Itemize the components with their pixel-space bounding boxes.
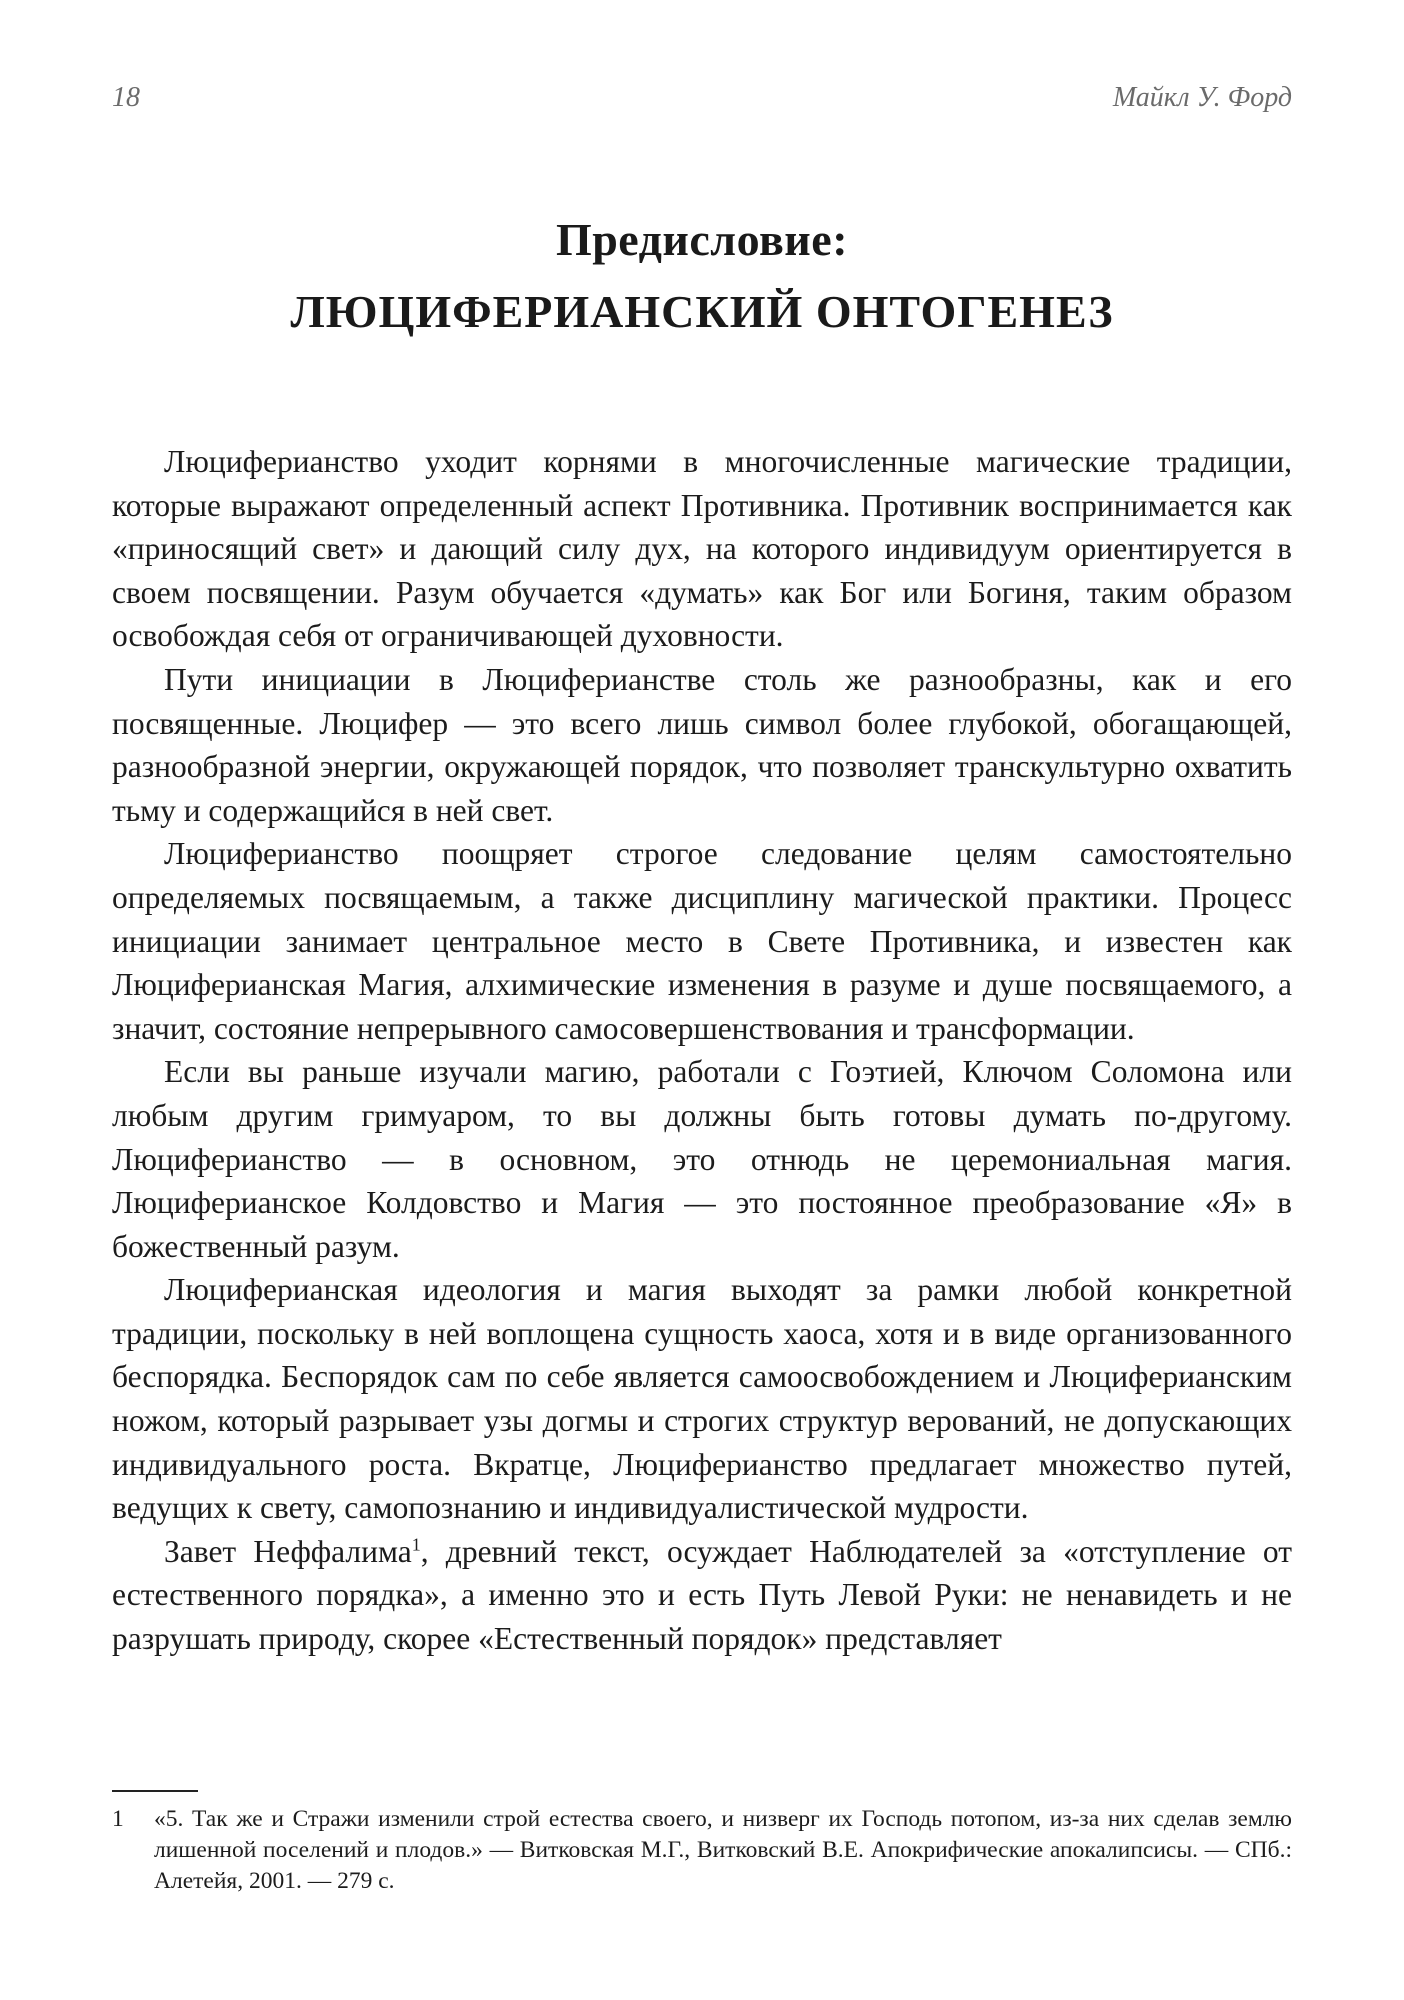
running-header-author: Майкл У. Форд: [1112, 82, 1292, 113]
paragraph-text: Завет Неффалима: [164, 1533, 412, 1569]
paragraph: Люциферианство поощряет строгое следование целям самостоятельно определяемых посвящаемым, а также дисциплину магической практики. Процесс инициации занимает центральное место в Свете Противника, и известен как Люциферианская Магия, алхимические изменения в разуме и душе посвящаемого, а значит, состояние непрерывного самосовершенствования и трансформации.: [112, 836, 1292, 1046]
paragraph-last: [112, 1530, 1292, 1661]
footnote-divider: [112, 1790, 198, 1792]
paragraph-text: , древний текст, осуждает Наблюдателей за «отступление от естественного порядка», а именно это и есть Путь Левой Руки: не ненавидеть и не разрушать природу, скорее «Естественный порядок» представляет: [112, 1533, 1292, 1657]
chapter-title-line-2: ЛЮЦИФЕРИАНСКИЙ ОНТОГЕНЕЗ: [290, 286, 1114, 337]
paragraph: Люциферианство уходит корнями в многочисленные магические традиции, которые выражают определенный аспект Противника. Противник воспринимается как «приносящий свет» и дающий силу дух, на которого индивидуум ориентируется в своем посвящении. Разум обучается «думать» как Бог или Богиня, таким образом освобождая себя от ограничивающей духовности.: [112, 444, 1292, 654]
footnote-text: «5. Так же и Стражи изменили строй естества своего, и низверг их Господь потопом, из-за них сделав землю лишенной поселений и плодов.» — Витковская М.Г., Витковский В.Е. Апокрифические апокалипсисы. — СПб.: Алетейя, 2001. — 279 с.: [154, 1806, 1292, 1894]
body-text: [112, 440, 1292, 1661]
paragraph: Пути инициации в Люциферианстве столь же разнообразны, как и его посвященные. Люцифер — это всего лишь символ более глубокой, обогащающей, разнообразной энергии, окружающей порядок, что позволяет транскультурно охватить тьму и содержащийся в ней свет.: [112, 661, 1292, 828]
page-number: 18: [112, 82, 140, 113]
footnote-marker[interactable]: 1: [411, 1534, 421, 1555]
footnote: [112, 1804, 1292, 1897]
footnote-number: 1: [112, 1806, 124, 1832]
chapter-title: [112, 210, 1292, 342]
paragraph: Если вы раньше изучали магию, работали с Гоэтией, Ключом Соломона или любым другим гримуаром, то вы должны быть готовы думать по-другому. Люциферианство — в основном, это отнюдь не церемониальная магия. Люциферианское Колдовство и Магия — это постоянное преобразование «Я» в божественный разум.: [112, 1054, 1292, 1264]
running-header: [112, 82, 1292, 122]
chapter-title-line-1: Предисловие:: [555, 214, 849, 265]
paragraph: Люциферианская идеология и магия выходят за рамки любой конкретной традиции, поскольку в ней воплощена сущность хаоса, хотя и в виде организованного беспорядка. Беспорядок сам по себе является самоосвобождением и Люциферианским ножом, который разрывает узы догмы и строгих структур верований, не допускающих индивидуального роста. Вкратце, Люциферианство предлагает множество путей, ведущих к свету, самопознанию и индивидуалистической мудрости.: [112, 1272, 1292, 1526]
